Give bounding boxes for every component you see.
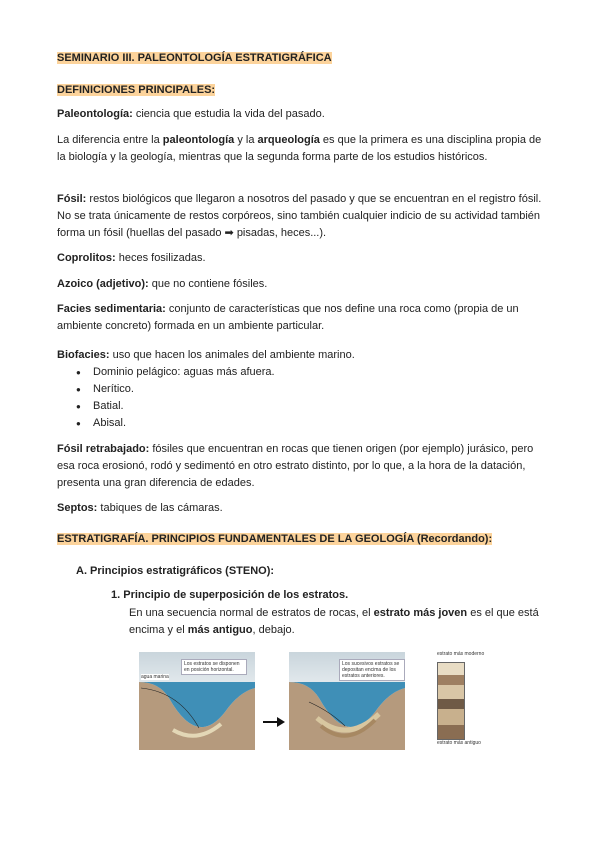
facies-text: conjunto de características que nos define una roca como (propia de un ambiente concreto) formada en un ambiente particular. (57, 303, 519, 332)
list-item: ● Batial. (57, 398, 543, 415)
retrabajado-definition (57, 441, 543, 492)
biofacies-definition (57, 347, 543, 364)
coprolitos-definition (57, 250, 543, 267)
diferencia-bold: paleontología (162, 134, 235, 146)
title-text: SEMINARIO III. PALEONTOLOGÍA ESTRATIGRÁFICA (57, 52, 332, 64)
principios-heading-text: A. Principios estratigráficos (STENO): (76, 565, 275, 577)
estratigrafia-heading (57, 531, 543, 548)
superposition-figure (139, 648, 499, 752)
azoico-definition (57, 276, 543, 293)
biofacies-list (57, 364, 543, 432)
septos-term: Septos: (57, 502, 98, 514)
paleontologia-term: Paleontología: (57, 108, 133, 120)
figure-panel-deposition (289, 652, 405, 750)
superposicion-title-text: 1. Principio de superposición de los estratos. (111, 589, 349, 601)
azoico-term: Azoico (adjetivo): (57, 278, 149, 290)
list-item: ● Dominio pelágico: aguas más afuera. (57, 364, 543, 381)
fosil-definition (57, 191, 543, 242)
figure-panel-horizontal (139, 652, 255, 750)
definiciones-heading (57, 82, 543, 99)
fosil-text: restos biológicos que llegaron a nosotros del pasado y que se encuentran en el registro fósil. No se trata únicamente de restos corpóreos, sino también cualquier indicio de su actividad también forma un fósil (huellas del pasado ➡ pisadas, heces...). (57, 193, 542, 239)
paleontologia-text: ciencia que estudia la vida del pasado. (132, 108, 325, 120)
list-item: ● Abisal. (57, 415, 543, 432)
septos-text: tabiques de las cámaras. (97, 502, 223, 514)
superposicion-part: es el que está encima y el (129, 607, 539, 636)
septos-definition (57, 500, 543, 517)
facies-definition (57, 301, 543, 335)
fosil-term: Fósil: (57, 193, 87, 205)
coprolitos-text: heces fosilizadas. (115, 252, 206, 264)
estratigrafia-heading-text: ESTRATIGRAFÍA. PRINCIPIOS FUNDAMENTALES DE LA GEOLOGÍA (Recordando): (57, 533, 493, 545)
figure-note: Los estratos se disponen en posición horizontal. (181, 659, 247, 675)
figure-note: Los sucesivos estratos se depositan encima de los estratos anteriores. (339, 659, 405, 681)
biofacies-term: Biofacies: (57, 349, 110, 361)
diferencia-paragraph (57, 132, 543, 166)
definiciones-heading-text: DEFINICIONES PRINCIPALES: (57, 84, 216, 96)
azoico-text: que no contiene fósiles. (148, 278, 268, 290)
figure-label-water: agua marina (141, 674, 169, 680)
arrow-right-icon (263, 716, 285, 728)
paleontologia-definition (57, 106, 543, 123)
biofacies-text: uso que hacen los animales del ambiente marino. (109, 349, 355, 361)
figure-label-top: estrato más moderno (437, 651, 485, 657)
diferencia-part: La diferencia entre la (57, 134, 163, 146)
superposicion-text (111, 605, 543, 639)
facies-term: Facies sedimentaria: (57, 303, 166, 315)
document-title (57, 50, 543, 67)
coprolitos-term: Coprolitos: (57, 252, 116, 264)
superposicion-bold: más antiguo (187, 624, 253, 636)
superposicion-part: En una secuencia normal de estratos de rocas, el (129, 607, 374, 619)
retrabajado-term: Fósil retrabajado: (57, 443, 150, 455)
principios-heading (76, 563, 274, 580)
superposicion-title (111, 587, 543, 604)
strata-column (437, 662, 465, 740)
list-item: ● Nerítico. (57, 381, 543, 398)
diferencia-bold: arqueología (257, 134, 320, 146)
retrabajado-text: fósiles que encuentran en rocas que tienen origen (por ejemplo) jurásico, pero esa roca erosionó, rodó y sedimentó en otro estrato distinto, por lo que, a la hora de la datación, presenta una gran diferencia de edades. (57, 443, 534, 489)
diferencia-part: y la (234, 134, 258, 146)
superposicion-part: , debajo. (252, 624, 295, 636)
superposicion-bold: estrato más joven (373, 607, 468, 619)
figure-label-bottom: estrato más antiguo (437, 740, 481, 746)
diferencia-part: es que la primera es una disciplina propia de la biología y la geología, mientras que la segunda forma parte de los estudios históricos. (57, 134, 542, 163)
